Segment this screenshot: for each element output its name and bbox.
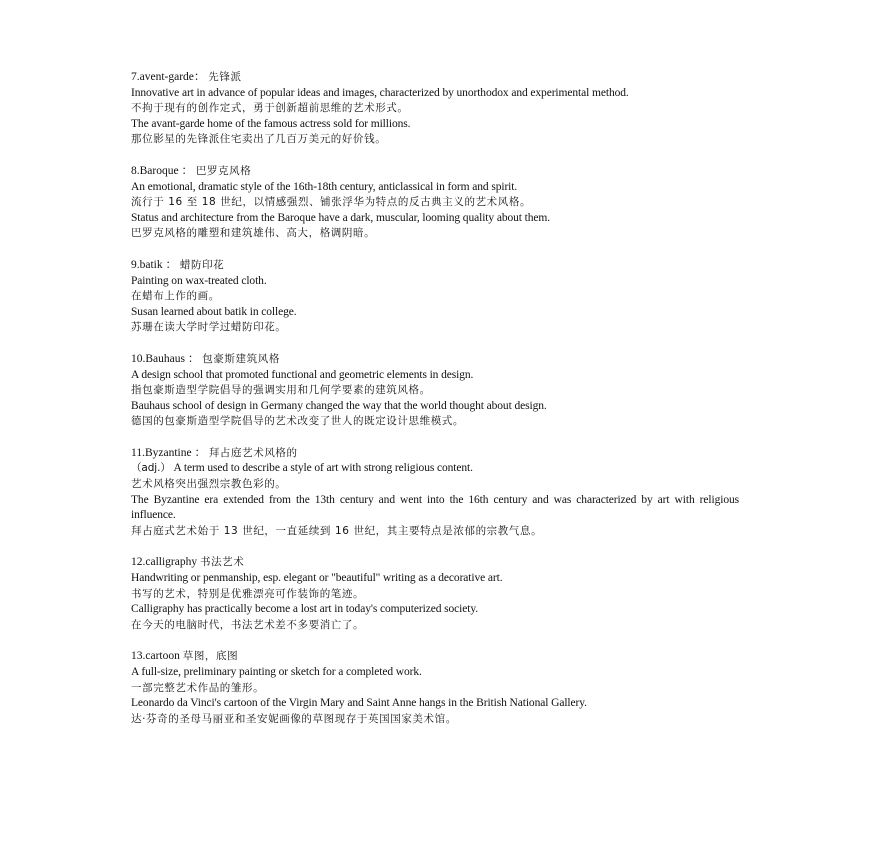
example-en: Status and architecture from the Baroque have a dark, muscular, looming quality about them. bbox=[131, 211, 551, 224]
definition-en-line bbox=[131, 461, 739, 477]
entry-term: 7.avent-garde： bbox=[131, 71, 206, 83]
entry-term: 12.calligraphy bbox=[131, 556, 198, 569]
glossary-entry bbox=[131, 352, 739, 430]
definition-en: Painting on wax-treated cloth. bbox=[131, 274, 267, 287]
definition-cn: 在蜡布上作的画。 bbox=[131, 290, 220, 303]
definition-en: An emotional, dramatic style of the 16th-18th century, anticlassical in form and spirit. bbox=[131, 180, 518, 193]
definition-cn: 书写的艺术，特别是优雅漂亮可作装饰的笔迹。 bbox=[131, 587, 365, 600]
entry-term: 9.batik ： bbox=[131, 258, 177, 271]
definition-en: Innovative art in advance of popular ideas and images, characterized by unorthodox and experimental method. bbox=[131, 86, 629, 99]
entry-term: 10.Bauhaus ： bbox=[131, 352, 200, 365]
glossary-entry bbox=[131, 446, 739, 540]
entry-term-cn: 巴罗克风格 bbox=[195, 164, 252, 177]
definition-en: A term used to describe a style of art with strong religious content. bbox=[173, 462, 473, 475]
entry-term: 8.Baroque ： bbox=[131, 164, 193, 177]
example-en: Leonardo da Vinci's cartoon of the Virgin Mary and Saint Anne hangs in the British National Gallery. bbox=[131, 697, 587, 710]
definition-cn: 一部完整艺术作品的雏形。 bbox=[131, 681, 265, 694]
example-cn: 达·芬奇的圣母马丽亚和圣安妮画像的草图现存于英国国家美术馆。 bbox=[131, 712, 457, 725]
entry-term-cn: 拜占庭艺术风格的 bbox=[208, 446, 298, 459]
entry-term-cn: 包豪斯建筑风格 bbox=[202, 352, 280, 365]
entry-heading bbox=[131, 164, 739, 180]
glossary-entry bbox=[131, 258, 739, 336]
entry-heading bbox=[131, 446, 739, 462]
example-cn: 在今天的电脑时代，书法艺术差不多要消亡了。 bbox=[131, 618, 365, 631]
entry-term: 13.cartoon bbox=[131, 650, 180, 663]
example-en: The avant-garde home of the famous actress sold for millions. bbox=[131, 117, 411, 130]
entry-term-cn: 蜡防印花 bbox=[179, 258, 225, 271]
glossary-entry bbox=[131, 649, 739, 727]
document-page bbox=[131, 70, 739, 743]
example-en: Susan learned about batik in college. bbox=[131, 305, 297, 318]
definition-cn: 流行于 16 至 18 世纪，以情感强烈、铺张浮华为特点的反古典主义的艺术风格。 bbox=[131, 196, 532, 209]
definition-cn: 不拘于现有的创作定式，勇于创新超前思维的艺术形式。 bbox=[131, 102, 409, 115]
definition-en: A design school that promoted functional and geometric elements in design. bbox=[131, 368, 474, 381]
entry-term: 11.Byzantine ： bbox=[131, 446, 206, 459]
example-en: Bauhaus school of design in Germany changed the way that the world thought about design. bbox=[131, 399, 547, 412]
entry-term-cn: 先锋派 bbox=[208, 71, 242, 83]
example-cn: 那位影星的先锋派住宅卖出了几百万美元的好价钱。 bbox=[131, 133, 387, 146]
entry-heading bbox=[131, 352, 739, 368]
entry-heading bbox=[131, 649, 739, 665]
definition-en: A full-size, preliminary painting or sketch for a completed work. bbox=[131, 666, 422, 678]
example-en: The Byzantine era extended from the 13th century and went into the 16th century and was characterized by art with religious influence. bbox=[131, 493, 739, 522]
example-cn: 拜占庭式艺术始于 13 世纪，一直延续到 16 世纪，其主要特点是浓郁的宗教气息。 bbox=[131, 524, 543, 537]
example-en: Calligraphy has practically become a lost art in today's computerized society. bbox=[131, 603, 479, 616]
entry-term-cn: 书法艺术 bbox=[199, 556, 245, 569]
glossary-entry bbox=[131, 164, 739, 242]
entry-heading bbox=[131, 258, 739, 274]
entry-heading bbox=[131, 555, 739, 571]
entry-heading bbox=[131, 70, 739, 86]
definition-cn: 指包豪斯造型学院倡导的强调实用和几何学要素的建筑风格。 bbox=[131, 384, 431, 397]
part-of-speech: （adj.） bbox=[131, 462, 171, 475]
entry-term-cn: 草图，底图 bbox=[182, 650, 239, 663]
definition-cn: 艺术风格突出强烈宗教色彩的。 bbox=[131, 478, 287, 491]
example-cn: 德国的包豪斯造型学院倡导的艺术改变了世人的既定设计思维模式。 bbox=[131, 415, 464, 428]
glossary-entry bbox=[131, 70, 739, 148]
definition-en: Handwriting or penmanship, esp. elegant or "beautiful" writing as a decorative art. bbox=[131, 572, 503, 585]
example-cn: 巴罗克风格的雕塑和建筑雄伟、高大，格调阴暗。 bbox=[131, 227, 376, 240]
glossary-entry bbox=[131, 555, 739, 633]
example-cn: 苏珊在读大学时学过蜡防印花。 bbox=[131, 321, 287, 334]
